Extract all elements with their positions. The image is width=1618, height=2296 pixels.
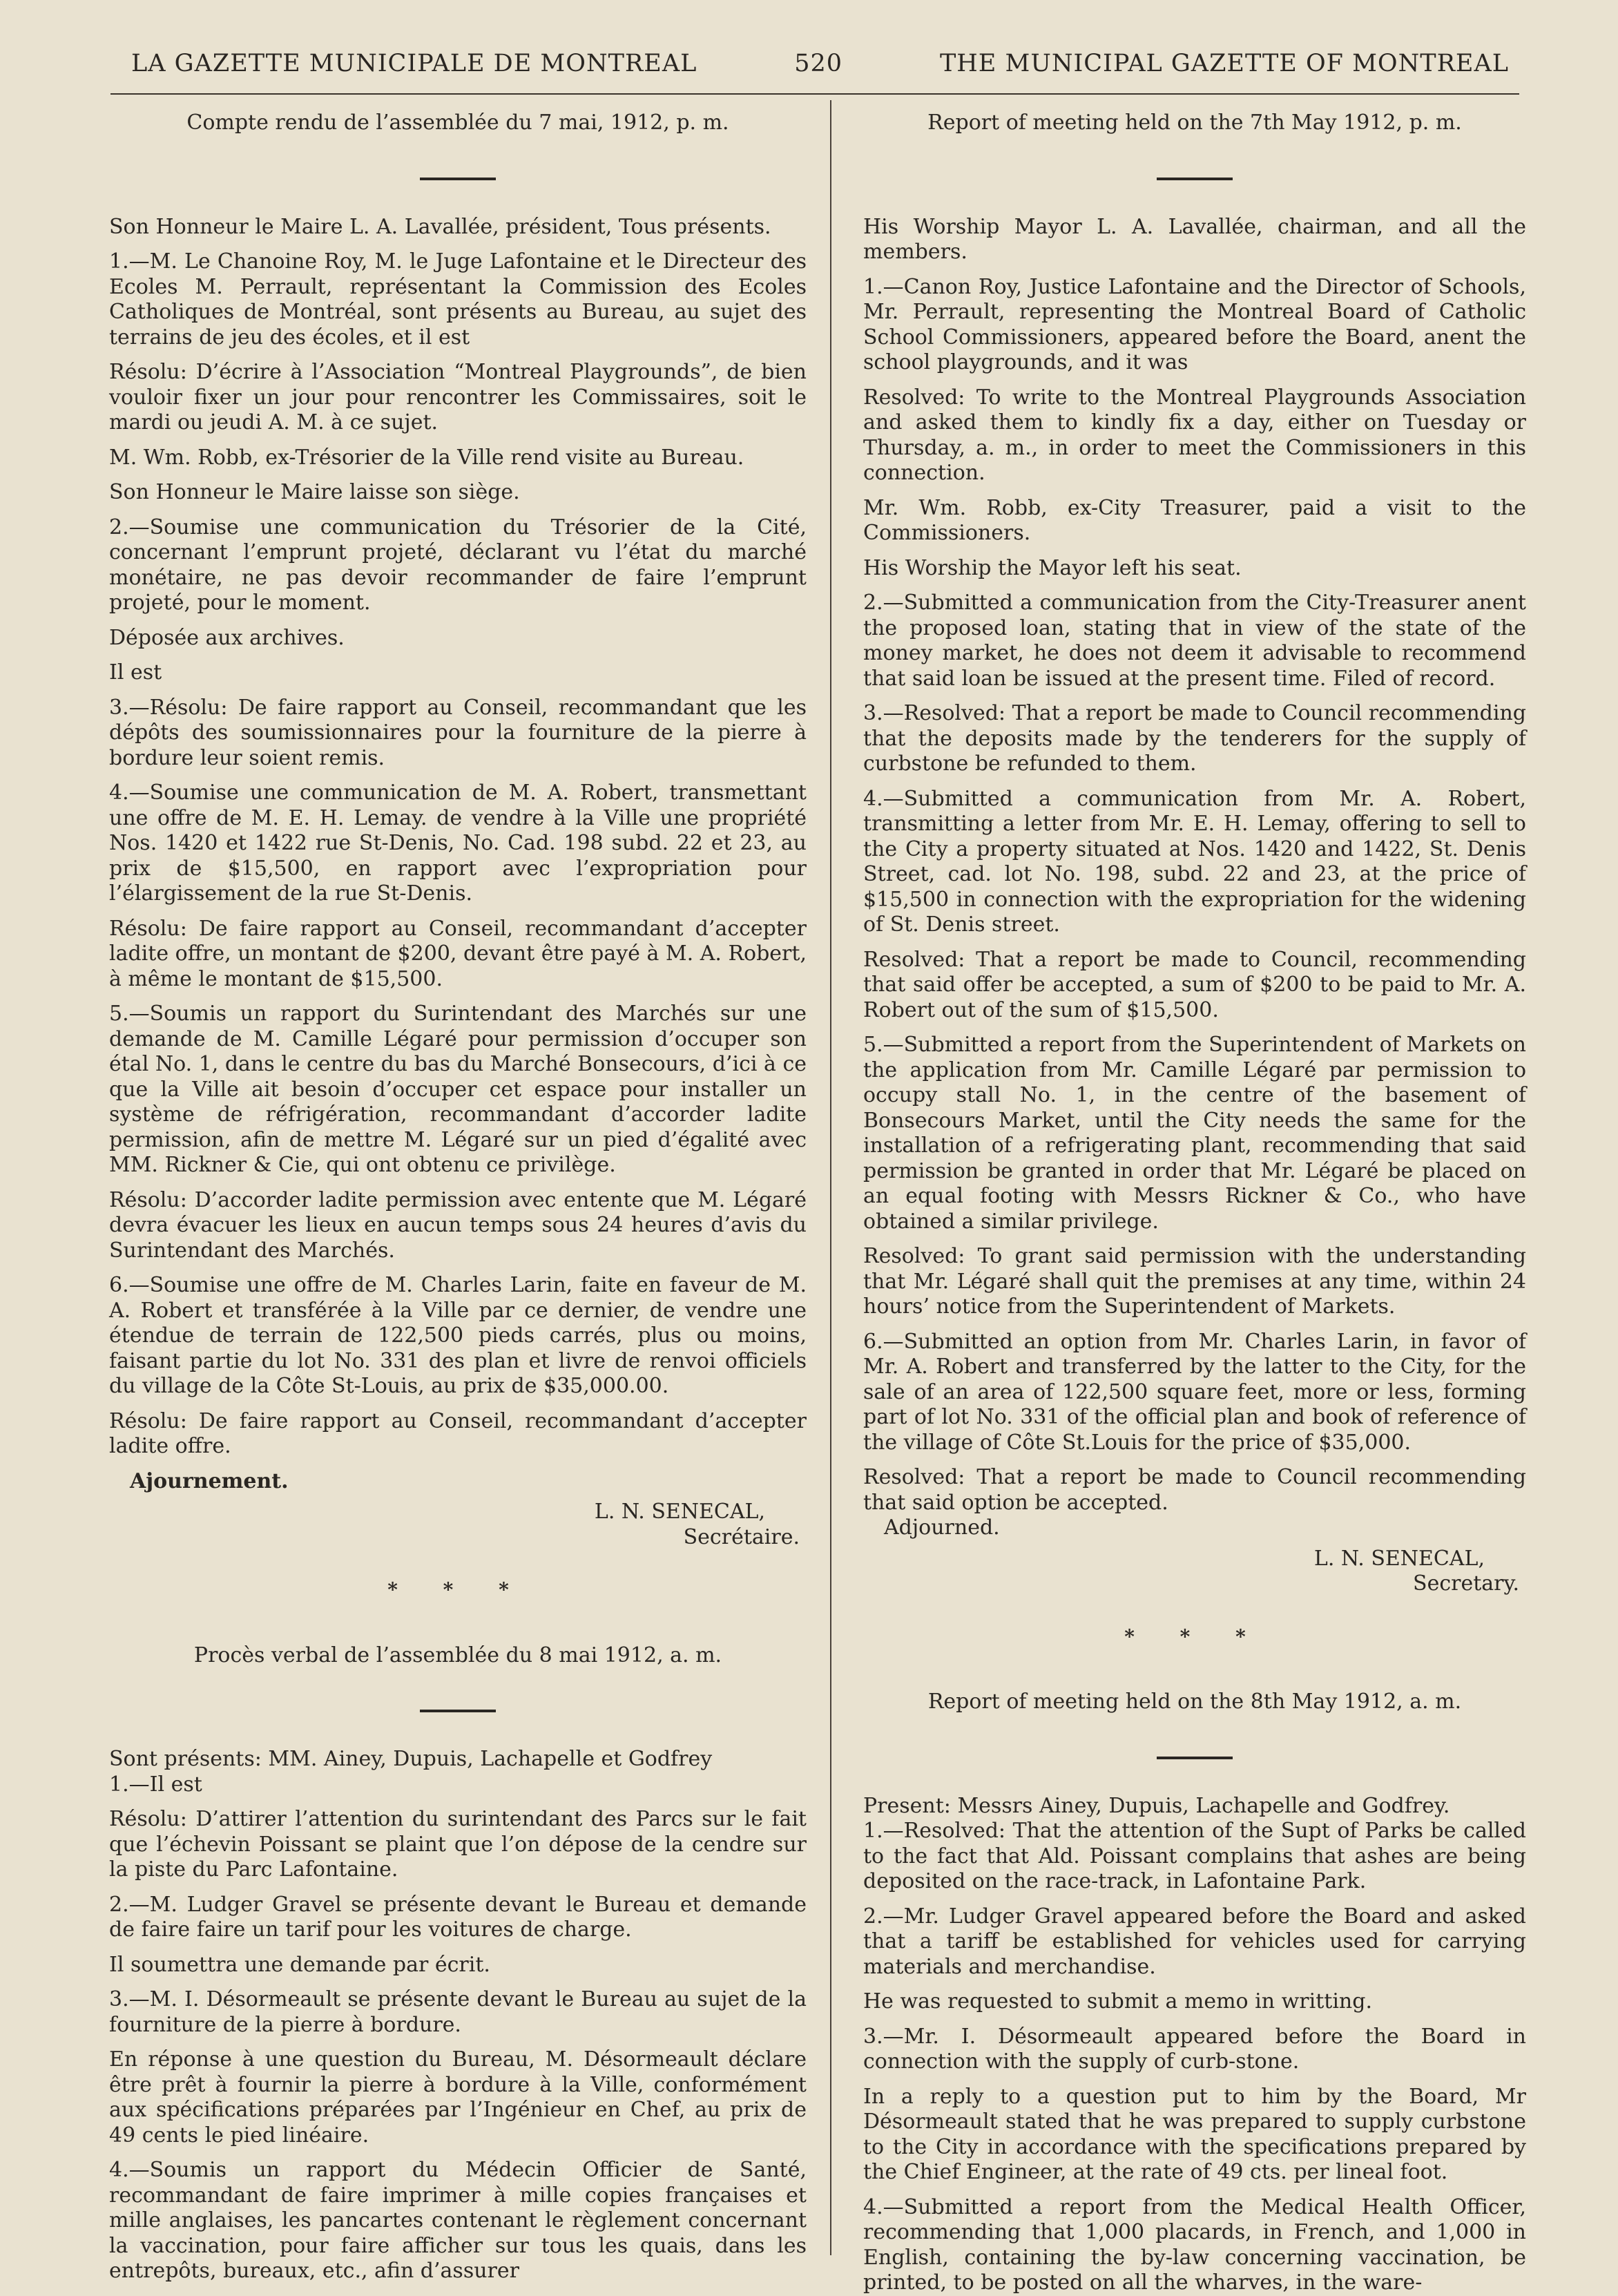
section-separator: * * *	[1124, 1625, 1265, 1648]
header-left-title: LA GAZETTE MUNICIPALE DE MONTREAL	[131, 50, 697, 77]
paragraph: Il est	[109, 660, 162, 685]
paragraph: M. Wm. Robb, ex-Trésorier de la Ville rend visite au Bureau.	[109, 445, 744, 470]
paragraph: Résolu: De faire rapport au Conseil, recommandant d’accepter ladite offre, un montant de $200, devant être payé à M. A. Robert, à même le montant de $15,500.	[109, 916, 807, 991]
paragraph: Resolved: That a report be made to Council recommending that said option be accepted.	[863, 1465, 1526, 1515]
column-divider	[830, 100, 831, 2255]
paragraph: 6.—Submitted an option from Mr. Charles Larin, in favor of Mr. A. Robert and transferred by the latter to the City, for the sale of an area of 122,500 square feet, more or less, forming part of lot No. 331 of the official plan and book of reference of the village of Côte St.Louis for the price of $35,000.	[863, 1329, 1526, 1455]
paragraph: 2.—Submitted a communication from the City-Treasurer anent the proposed loan, stating that in view of the state of the money market, he does not deem it advisable to recommend that said loan be issued at the present time. Filed of record.	[863, 591, 1526, 691]
adjournment: Ajournement.	[130, 1469, 289, 1493]
paragraph: 1.—Il est	[109, 1772, 202, 1797]
paragraph: 5.—Submitted a report from the Superintendent of Markets on the application from Mr. Camille Légaré par permission to occupy stall No. 1, in the centre of the basement of Bonsecours Market, until the City needs the same for the installation of a refrigerating plant, recommending that said permission be granted in order that Mr. Légaré be placed on an equal footing with Messrs Rickner & Co., who have obtained a similar privilege.	[863, 1033, 1526, 1234]
signature-title: Secretary.	[1413, 1571, 1519, 1596]
paragraph: 4.—Soumis un rapport du Médecin Officier de Santé, recommandant de faire imprimer à mille copies françaises et mille anglaises, les pancartes contenant le règlement concernant la vaccination, pour faire afficher sur tous les quais, dans les entrepôts, bureaux, etc., afin d’assurer	[109, 2158, 807, 2283]
paragraph: His Worship the Mayor left his seat.	[863, 555, 1242, 580]
paragraph: En réponse à une question du Bureau, M. Désormeault déclare être prêt à fournir la pierre à bordure à la Ville, conformément aux spécifications préparées par l’Ingénieur en Chef, au prix de 49 cents le pied linéaire.	[109, 2047, 807, 2147]
english-meeting-title-2: Report of meeting held on the 8th May 1912, a. m.	[927, 1690, 1462, 1714]
paragraph: 2.—M. Ludger Gravel se présente devant le Bureau et demande de faire faire un tarif pour les voitures de charge.	[109, 1892, 807, 1942]
paragraph: 4.—Submitted a report from the Medical Health Officer, recommending that 1,000 placards, in French, and 1,000 in English, containing the by-law concerning vaccination, be printed, to be posted on all the wharves, in the ware-	[863, 2194, 1526, 2295]
paragraph: 5.—Soumis un rapport du Surintendant des Marchés sur une demande de M. Camille Légaré pour permission d’occuper son étal No. 1, dans le centre du bas du Marché Bonsecours, d’ici à ce que la Ville ait besoin d’occuper cet espace pour installer un système de réfrigération, recommandant d’accorder ladite permission, afin de mettre M. Légaré sur un pied d’égalité avec MM. Rickner & Cie, qui ont obtenu ce privilège.	[109, 1002, 807, 1177]
section-rule	[1157, 178, 1233, 180]
paragraph: 1.—M. Le Chanoine Roy, M. le Juge Lafontaine et le Directeur des Ecoles M. Perrault, représentant la Commission des Ecoles Catholiques de Montréal, sont présents au Bureau, au sujet des terrains de jeu des écoles, et il est	[109, 249, 807, 350]
paragraph: Résolu: D’accorder ladite permission avec entente que M. Légaré devra évacuer les lieux en aucun temps sous 24 heures d’avis du Surintendant des Marchés.	[109, 1187, 807, 1263]
paragraph: 3.—Resolved: That a report be made to Council recommending that the deposits made by the tenderers for the supply of curbstone be refunded to them.	[863, 701, 1526, 776]
english-meeting-title-1: Report of meeting held on the 7th May 1912, p. m.	[927, 111, 1462, 135]
section-separator: * * *	[387, 1578, 528, 1601]
paragraph: Resolved: To grant said permission with the understanding that Mr. Légaré shall quit the premises at any time, within 24 hours’ notice from the Superintendent of Markets.	[863, 1244, 1526, 1319]
signature-title: Secrétaire.	[683, 1524, 800, 1549]
paragraph: Mr. Wm. Robb, ex-City Treasurer, paid a visit to the Commissioners.	[863, 495, 1526, 545]
page-number: 520	[794, 50, 843, 77]
signature-name: L. N. SENECAL,	[1313, 1546, 1485, 1571]
french-meeting-title-2: Procès verbal de l’assemblée du 8 mai 1912, a. m.	[193, 1643, 722, 1667]
french-meeting-title-1: Compte rendu de l’assemblée du 7 mai, 1912, p. m.	[186, 111, 729, 135]
paragraph: 2.—Mr. Ludger Gravel appeared before the Board and asked that a tariff be established for vehicles used for carrying materials and merchandise.	[863, 1904, 1526, 1979]
paragraph: 3.—Mr. I. Désormeault appeared before the Board in connection with the supply of curb-stone.	[863, 2024, 1526, 2074]
paragraph: Present: Messrs Ainey, Dupuis, Lachapelle and Godfrey.	[863, 1793, 1450, 1818]
section-rule	[420, 1710, 496, 1712]
paragraph: Déposée aux archives.	[109, 625, 345, 650]
paragraph: Résolu: D’attirer l’attention du surintendant des Parcs sur le fait que l’échevin Poissant se plaint que l’on dépose de la cendre sur la piste du Parc Lafontaine.	[109, 1807, 807, 1882]
paragraph: 1.—Canon Roy, Justice Lafontaine and the Director of Schools, Mr. Perrault, representing the Montreal Board of Catholic School Commissioners, appeared before the Board, anent the school playgrounds, and it was	[863, 274, 1526, 374]
adjournment: Adjourned.	[884, 1515, 1000, 1540]
page-header	[131, 43, 1509, 84]
paragraph: Son Honneur le Maire laisse son siège.	[109, 480, 520, 504]
paragraph: Résolu: De faire rapport au Conseil, recommandant d’accepter ladite offre.	[109, 1408, 807, 1458]
section-rule	[1157, 1757, 1233, 1759]
paragraph: 6.—Soumise une offre de M. Charles Larin, faite en faveur de M. A. Robert et transférée à la Ville par ce dernier, de vendre une étendue de terrain de 122,500 pieds carrés, plus ou moins, faisant partie du lot No. 331 des plan et livre de renvoi officiels du village de la Côte St-Louis, au prix de $35,000.00.	[109, 1273, 807, 1398]
paragraph: 2.—Soumise une communication du Trésorier de la Cité, concernant l’emprunt projeté, déclarant vu l’état du marché monétaire, ne pas devoir recommander de faire l’emprunt projeté, pour le moment.	[109, 515, 807, 615]
paragraph: 4.—Submitted a communication from Mr. A. Robert, transmitting a letter from Mr. E. H. Lemay, offering to sell to the City a property situated at Nos. 1420 and 1422, St. Denis Street, cad. lot No. 198, subd. 22 and 23, at the price of $15,500 in connection with the expropriation for the widening of St. Denis street.	[863, 786, 1526, 937]
paragraph: His Worship Mayor L. A. Lavallée, chairman, and all the members.	[863, 214, 1526, 264]
paragraph: Resolved: That a report be made to Council, recommending that said offer be accepted, a sum of $200 to be paid to Mr. A. Robert out of the sum of $15,500.	[863, 947, 1526, 1022]
paragraph: Résolu: D’écrire à l’Association “Montreal Playgrounds”, de bien vouloir fixer un jour pour rencontrer les Commissaires, soit le mardi ou jeudi A. M. à ce sujet.	[109, 360, 807, 434]
section-rule	[420, 178, 496, 180]
paragraph: He was requested to submit a memo in writting.	[863, 1989, 1372, 2013]
signature-name: L. N. SENECAL,	[594, 1500, 765, 1524]
paragraph: 3.—M. I. Désormeault se présente devant le Bureau au sujet de la fourniture de la pierre à bordure.	[109, 1987, 807, 2037]
paragraph: Sont présents: MM. Ainey, Dupuis, Lachapelle et Godfrey	[109, 1747, 713, 1771]
french-column	[109, 104, 807, 2284]
paragraph: 4.—Soumise une communication de M. A. Robert, transmettant une offre de M. E. H. Lemay. de vendre à la Ville une propriété Nos. 1420 et 1422 rue St-Denis, No. Cad. 198 subd. 22 et 23, au prix de $15,500, en rapport avec l’expropriation pour l’élargissement de la rue St-Denis.	[109, 781, 807, 906]
header-right-title: THE MUNICIPAL GAZETTE OF MONTREAL	[939, 50, 1509, 77]
paragraph: 1.—Resolved: That the attention of the Supt of Parks be called to the fact that Ald. Poissant complains that ashes are being deposited on the race-track, in Lafontaine Park.	[863, 1819, 1526, 1893]
paragraph: Il soumettra une demande par écrit.	[109, 1952, 490, 1977]
paragraph: Resolved: To write to the Montreal Playgrounds Association and asked them to kindly fix a day, either on Tuesday or Thursday, a. m., in order to meet the Commissioners in this connection.	[863, 385, 1526, 485]
english-column	[863, 104, 1526, 2296]
header-rule	[110, 93, 1519, 95]
paragraph: In a reply to a question put to him by the Board, Mr Désormeault stated that he was prepared to supply curbstone to the City in accordance with the specifications prepared by the Chief Engineer, at the rate of 49 cts. per lineal foot.	[863, 2084, 1526, 2184]
paragraph: Son Honneur le Maire L. A. Lavallée, président, Tous présents.	[109, 214, 771, 239]
paragraph: 3.—Résolu: De faire rapport au Conseil, recommandant que les dépôts des soumissionnaires pour la fourniture de la pierre à bordure leur soient remis.	[109, 695, 807, 770]
